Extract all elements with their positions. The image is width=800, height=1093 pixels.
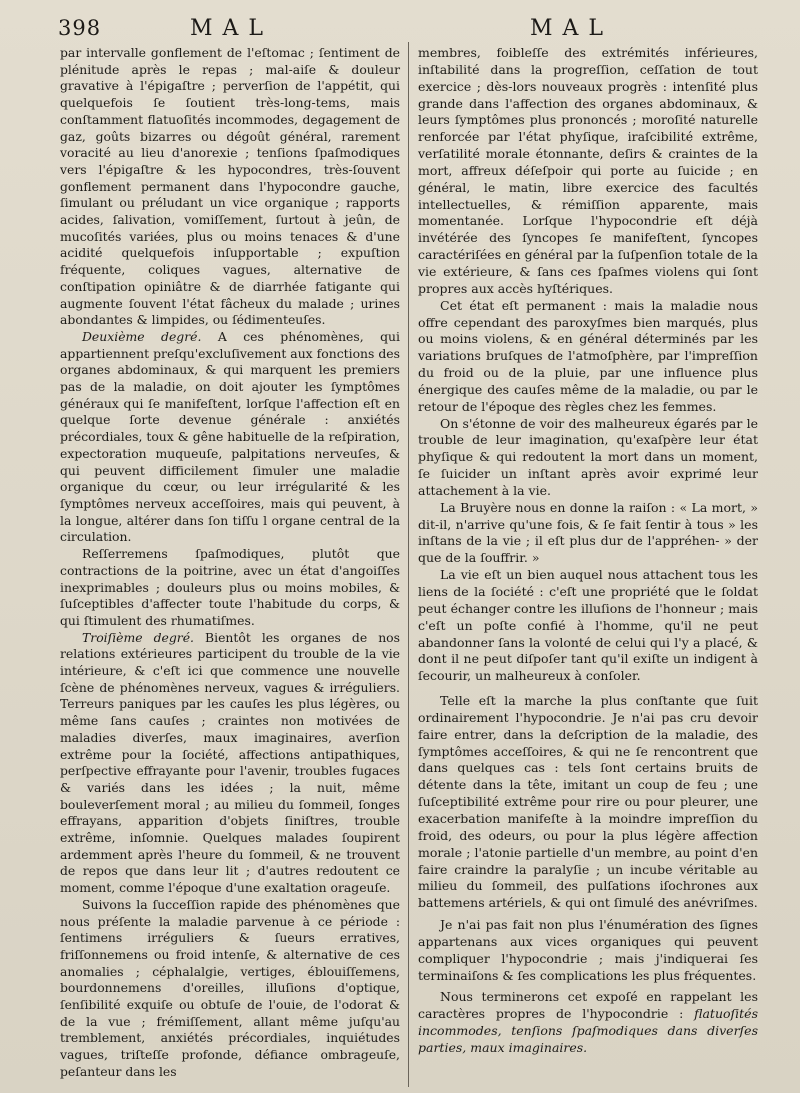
paragraph: Suivons la ſucceſſion rapide des phénomènes que nous préſente la maladie parvenue à ce période : ſentimens irréguliers & ſueurs erratives, friſſonnemens ou froid intenſe, & alternative de ces anomalies ; céphalalgie, vertiges, éblouiſſemens, bourdonnemens d'oreilles, illuſions d'optique, ſenſibilité exquiſe ou obtuſe de l'ouie, de l'odorat & de la vue ; frémiſſement, allant même juſqu'au tremblement, anxiétés précordiales, inquiétudes vagues, triſteſſe profonde, défiance ombrageuſe, peſanteur dans les xyxy=(60,896,400,1079)
paragraph: La vie eſt un bien auquel nous attachent tous les liens de la ſociété : c'eſt une propriété que le ſoldat peut échanger contre les illuſions de l'honneur ; mais c'eſt un poſte confié à l'homme, qu'il ne peut abandonner ſans la volonté de celui qui l'y a placé, & dont il ne peut diſpoſer tant qu'il exiſte un indigent à ſecourir, un malheureux à conſoler. xyxy=(418,567,758,684)
running-head-right: MAL xyxy=(530,16,614,41)
right-column xyxy=(418,45,758,1057)
column-divider xyxy=(408,42,409,1087)
paragraph xyxy=(60,630,400,897)
paragraph: Je n'ai pas fait non plus l'énumération des ſignes appartenans aux vices organiques qui peuvent compliquer l'hypocondrie ; mais j'indiquerai ſes terminaiſons & ſes complications les plus fréquentes. xyxy=(418,917,758,983)
page-number: 398 xyxy=(58,16,102,40)
paragraph-text: A ces phénomènes, qui appartiennent preſqu'excluſivement aux fonctions des organes abdominaux, & qui marquent les premiers pas de la maladie, on doit ajouter les ſymptômes généraux qui ſe manifeſtent, lorſque l'affection eſt en quelque ſorte devenue générale : anxiétés précordiales, toux & gêne habituelle de la reſpiration, expectoration muqueuſe, palpitations nerveuſes, & qui peuvent difficilement ſimuler une maladie organique du cœur, ou leur irrégularité & les ſymptômes nerveux acceſſoires, mais qui peuvent, à la longue, altérer dans ſon tiſſu l organe central de la circulation. xyxy=(60,328,400,545)
paragraph: Reſſerremens ſpaſmodiques, plutôt que contractions de la poitrine, avec un état d'angoiſſes inexprimables ; douleurs plus ou moins mobiles, & ſuſceptibles d'affecter toute l'habitude du corps, & qui ſtimulent des rhumatiſmes. xyxy=(60,546,400,628)
left-column xyxy=(60,45,400,1081)
running-head-left: MAL xyxy=(190,16,274,41)
paragraph: On s'étonne de voir des malheureux égarés par le trouble de leur imagination, qu'exaſpère leur état phyſique & qui redoutent la mort dans un moment, ſe ſuicider un inſtant après avoir exprimé leur attachement à la vie. xyxy=(418,415,758,498)
paragraph xyxy=(60,329,400,546)
section-label: Deuxième degré. xyxy=(82,328,202,344)
paragraph: membres, foibleſſe des extrémités inférieures, inſtabilité dans la progreſſion, ceſſation de tout exercice ; dès-lors nouveaux progrès : intenſité plus grande dans l'affection des organes abdominaux, & leurs ſymptômes plus prononcés ; moroſité naturelle renforcée par l'état phyſique, iraſcibilité extrême, verſatilité morale étonnante, deſirs & craintes de la mort, affreux déſeſpoir qui porte au ſuicide ; en général, le matin, libre exercice des facultés intellectuelles, & rémiſſion apparente, mais momentanée. Lorſque l'hypocondrie eſt déjà invétérée des ſyncopes ſe manifeſtent, ſyncopes caractériſées en général par la ſuſpenſion totale de la vie extérieure, & ſans ces ſpaſmes violens qui ſont propres aux accès hyſtériques. xyxy=(418,45,758,296)
paragraph xyxy=(418,989,758,1056)
page-header xyxy=(0,14,800,42)
paragraph: par intervalle gonflement de l'eſtomac ; ſentiment de plénitude après le repas ; mal-aiſe & douleur gravative à l'épigaſtre ; perverſion de l'appétit, qui quelquefois ſe ſoutient très-long-tems, mais conſtamment flatuoſités incommodes, degagement de gaz, goûts bizarres ou dégoût général, rarement voracité au lieu d'anorexie ; tenſions ſpaſmodiques vers l'épigaſtre & les hypocondres, très-ſouvent gonflement permanent dans l'hypocondre gauche, ſimulant ou préludant un vice organique ; rapports acides, ſalivation, vomiſſement, ſurtout à jeûn, de mucoſités variées, plus ou moins tenaces & d'une acidité quelquefois inſupportable ; expuſtion fréquente, coliques vagues, alternative de conſtipation opiniâtre & de diarrhée fatigante qui augmente ſouvent l'état fâcheux du malade ; urines abondantes & limpides, ou ſédimenteuſes. xyxy=(60,45,400,328)
paragraph-text: Bientôt les organes de nos relations extérieures participent du trouble de la vie intérieure, & c'eſt ici que commence une nouvelle ſcène de phénomènes nerveux, vagues & irréguliers. Terreurs paniques par les cauſes les plus légères, ou même ſans cauſes ; craintes non motivées de maladies diverſes, maux imaginaires, averſion extrême pour la ſociété, affections antipathiques, perſpective effrayante pour l'avenir, troubles fugaces & variés dans les idées ; la nuit, même bouleverſement moral ; au milieu du ſommeil, ſonges effrayans, apparition d'objets ſiniſtres, trouble extrême, inſomnie. Quelques malades ſoupirent ardemment après l'heure du ſommeil, & ne trouvent de repos que dans leur lit ; d'autres redoutent ce moment, comme l'époque d'une exaltation orageuſe. xyxy=(60,629,400,896)
paragraph-text: Nous terminerons cet expoſé en rappelant les caractères propres de l'hypocondrie : xyxy=(418,989,758,1022)
section-label: Troiſième degré. xyxy=(82,629,194,645)
quotation-paragraph: La Bruyère nous en donne la raiſon : « La mort, » dit-il, n'arrive qu'une fois, & ſe fait ſentir à tous » les inſtans de la vie ; il eſt plus dur de l'appréhen- » der que de la ſouffrir. » xyxy=(418,499,758,566)
emphasis-text: flatuoſités incommodes, tenſions ſpaſmodiques dans diverſes parties, maux imaginaires. xyxy=(418,1006,758,1055)
paragraph: Cet état eſt permanent : mais la maladie nous offre cependant des paroxyſmes bien marqués, plus ou moins violens, & en général déterminés par les variations bruſques de l'atmoſphère, par l'impreſſion du froid ou de la pluie, par une influence plus énergique des cauſes même de la maladie, ou par le retour de l'époque des règles chez les femmes. xyxy=(418,297,758,414)
paragraph: Telle eſt la marche la plus conſtante que ſuit ordinairement l'hypocondrie. Je n'ai pas cru devoir faire entrer, dans la deſcription de la maladie, des ſymptômes acceſſoires, & qui ne ſe rencontrent que dans quelques cas : tels ſont certains bruits de détente dans la tête, imitant un coup de feu ; une ſuſceptibilité extrême pour rire ou pour pleurer, une exacerbation manifeſte à la moindre impreſſion du froid, des odeurs, ou pour la plus légère affection morale ; l'atonie partielle d'un membre, au point d'en faire craindre la paralyſie ; un incube véritable au milieu du ſommeil, des pulſations iſochrones aux battemens artériels, & qui ont ſimulé des anévriſmes. xyxy=(418,693,758,911)
